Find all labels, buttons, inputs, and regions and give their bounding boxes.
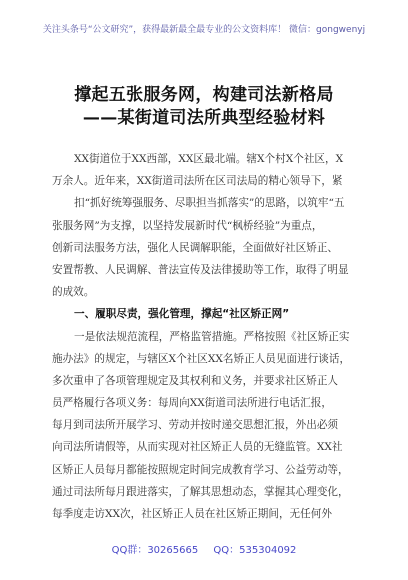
paragraph-line: 区矫正人员每月都能按照规定时间完成教育学习、公益劳动等， — [52, 463, 349, 476]
paragraph-line: 创新司法服务方法，强化人民调解职能，全面做好社区矫正、 — [52, 241, 339, 254]
paragraph-line: 向司法所请假等，从而实现对社区矫正人员的无缝监管。XX社 — [52, 441, 343, 454]
document-subtitle: ——某街道司法所典型经验材料 — [82, 108, 326, 128]
paragraph-line: 万余人。近年来，XX街道司法所在区司法局的精心领导下，紧 — [52, 175, 343, 188]
paragraph-line: 扣“抓好统筹强服务、尽职担当抓落实”的思路，以筑牢“五 — [74, 197, 345, 210]
paragraph-line: 员严格履行各项义务：每周向XX街道司法所进行电话汇报， — [52, 397, 332, 410]
document-title: 撑起五张服务网，构建司法新格局 — [74, 85, 334, 105]
section-heading: 一、履职尽责，强化管理，撑起“社区矫正网” — [74, 308, 290, 321]
paragraph-line: 张服务网”为支撑，以坚持发展新时代“枫桥经验”为重点， — [52, 219, 323, 232]
paragraph-line: XX街道位于XX西部，XX区最北端。辖X个村X个社区，X — [74, 153, 344, 165]
paragraph-line: 每月到司法所开展学习、劳动并按时递交思想汇报，外出必须 — [52, 419, 339, 432]
paragraph-line: 施办法》的规定，与辖区X个社区XX名矫正人员见面进行谈话， — [52, 352, 351, 365]
footer-contacts — [0, 541, 408, 556]
footer-qq: QQ：535304092 — [213, 545, 297, 556]
paragraph-line: 多次重申了各项管理规定及其权利和义务，并要求社区矫正人 — [52, 374, 339, 387]
paragraph-line: 安置帮教、人民调解、普法宣传及法律援助等工作，取得了明显 — [52, 263, 349, 276]
header-note: 关注头条号“公文研究”，获得最新最全最专业的公文资料库！ 微信：gongwenyj — [42, 25, 366, 35]
paragraph-line: 通过司法所每月跟进落实，了解其思想动态，掌握其心理变化， — [52, 485, 349, 498]
paragraph-line: 的成效。 — [52, 286, 95, 299]
paragraph-line: 每季度走访XX次，社区矫正人员在社区矫正期间，无任何外 — [52, 508, 332, 520]
document-body — [52, 148, 364, 525]
footer-qq-group: QQ群：30265665 — [111, 545, 199, 556]
paragraph-line: 一是依法规范流程，严格监管措施。严格按照《社区矫正实 — [74, 330, 350, 343]
